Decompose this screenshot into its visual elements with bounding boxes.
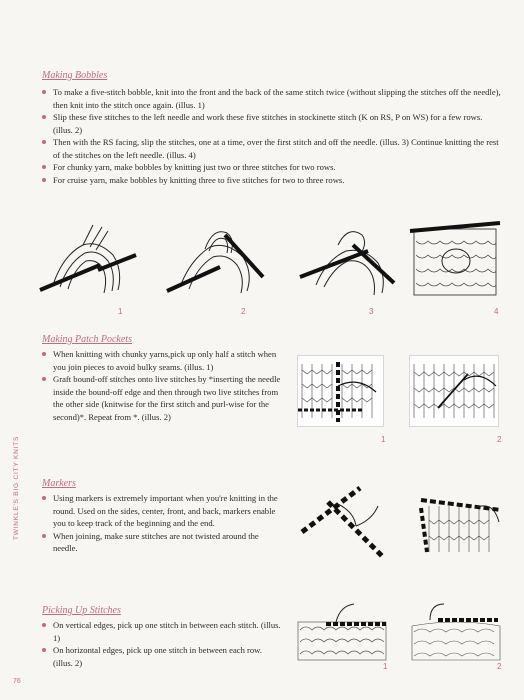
bobbles-list — [42, 86, 504, 186]
list-item: When joining, make sure stitches are not twisted around the needle. — [42, 530, 282, 555]
figure-number: 2 — [497, 435, 502, 444]
bobble-illustration-1 — [38, 215, 138, 300]
bullet-icon — [42, 90, 46, 94]
patch-pockets-list — [42, 348, 282, 423]
figure-number: 3 — [369, 307, 374, 316]
patch-pocket-illustration-2 — [409, 355, 499, 427]
section-title-picking-up-stitches: Picking Up Stitches — [42, 605, 121, 616]
bullet-icon — [42, 165, 46, 169]
list-item: On vertical edges, pick up one stitch in between each stitch. (illus. 1) — [42, 619, 282, 644]
figure-number: 2 — [241, 307, 246, 316]
bullet-icon — [42, 623, 46, 627]
bullet-icon — [42, 115, 46, 119]
list-item: Slip these five stitches to the left needle and work these five stitches in stockinette stitch (K on RS, P on WS) for a few rows. (illus. 2) — [42, 111, 504, 136]
bullet-icon — [42, 496, 46, 500]
section-title-markers: Markers — [42, 478, 76, 489]
bullet-icon — [42, 178, 46, 182]
markers-list — [42, 492, 282, 555]
list-item: Graft bound-off stitches onto live stitches by *inserting the needle inside the bound-off edge and then through two live stitches from the other side (knitwise for the first stitch and purl-wise for the second)*. Repeat from *. (illus. 2) — [42, 373, 282, 423]
bobble-illustration-4 — [408, 215, 502, 300]
section-title-bobbles: Making Bobbles — [42, 70, 108, 81]
markers-illustration-2 — [415, 486, 505, 558]
picking-up-illustration-2 — [410, 600, 502, 662]
page-number: 76 — [13, 678, 21, 685]
bobble-illustration-2 — [165, 215, 265, 300]
bullet-icon — [42, 377, 46, 381]
bullet-icon — [42, 534, 46, 538]
running-book-title: TWINKLE'S BIG CITY KNITS — [13, 435, 20, 540]
picking-up-list — [42, 619, 282, 669]
figure-number: 2 — [497, 662, 502, 671]
bobble-illustration-3 — [298, 215, 398, 300]
list-item: On horizontal edges, pick up one stitch in between each row. (illus. 2) — [42, 644, 282, 669]
markers-illustration-1 — [298, 482, 393, 562]
bullet-icon — [42, 352, 46, 356]
figure-number: 1 — [381, 435, 386, 444]
list-item: When knitting with chunky yarns,pick up only half a stitch when you join pieces to avoid bulky seams. (illus. 1) — [42, 348, 282, 373]
figure-number: 1 — [118, 307, 123, 316]
figure-number: 4 — [494, 307, 499, 316]
bullet-icon — [42, 140, 46, 144]
section-title-patch-pockets: Making Patch Pockets — [42, 334, 132, 345]
patch-pocket-illustration-1 — [297, 355, 384, 427]
list-item: For chunky yarn, make bobbles by knitting just two or three stitches for two rows. — [42, 161, 504, 174]
picking-up-illustration-1 — [296, 600, 388, 662]
list-item: Using markers is extremely important when you're knitting in the round. Used on the sides, center, front, and back, markers enable you to keep track of the beginning and the end. — [42, 492, 282, 530]
list-item: Then with the RS facing, slip the stitches, one at a time, over the first stitch and off the needle. (illus. 3) Continue knitting the rest of the stitches on the left needle. (illus. 4) — [42, 136, 504, 161]
list-item: To make a five-stitch bobble, knit into the front and the back of the same stitch twice (without slipping the stitches off the needle), then knit into the stitch once again. (illus. 1) — [42, 86, 504, 111]
figure-number: 1 — [383, 662, 388, 671]
bullet-icon — [42, 648, 46, 652]
list-item: For cruise yarn, make bobbles by knitting three to five stitches for two to three rows. — [42, 174, 504, 187]
